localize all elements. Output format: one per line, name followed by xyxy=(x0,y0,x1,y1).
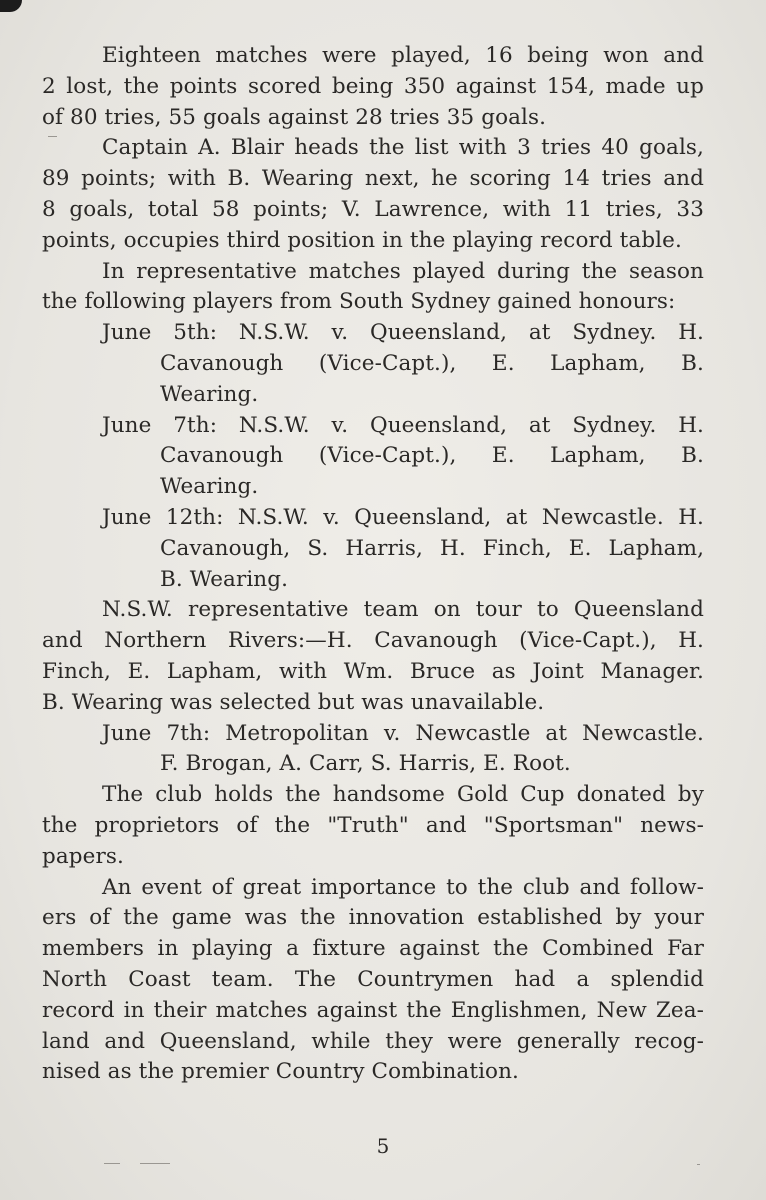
paper-speck xyxy=(48,136,57,137)
text-line: Eighteen matches were played, 16 being won and xyxy=(102,43,704,68)
text-line: members in playing a fixture against the Combined Far xyxy=(42,936,704,962)
text-line: B. Wearing. xyxy=(160,566,289,592)
text-line: An event of great importance to the club and follow- xyxy=(102,874,704,900)
text-line: the following players from South Sydney gained honours: xyxy=(42,289,676,315)
text-line: B. Wearing was selected but was unavailable. xyxy=(42,689,545,715)
body-text xyxy=(42,41,704,1088)
page-number: 5 xyxy=(376,1134,390,1158)
text-line: Wearing. xyxy=(160,474,259,500)
text-line: ers of the game was the innovation established by your xyxy=(42,905,704,931)
text-line: June 12th: N.S.W. v. Queensland, at Newcastle. H. xyxy=(102,504,704,530)
representative-entry-june-12 xyxy=(42,503,704,595)
text-line: June 7th: N.S.W. v. Queensland, at Sydney. H. xyxy=(102,412,704,438)
text-line: F. Brogan, A. Carr, S. Harris, E. Root. xyxy=(160,751,571,777)
paper-speck xyxy=(140,1163,170,1164)
text-line: 8 goals, total 58 points; V. Lawrence, with 11 tries, 33 xyxy=(42,196,704,222)
text-line: North Coast team. The Countrymen had a splendid xyxy=(42,966,704,992)
text-line: N.S.W. representative team on tour to Queensland xyxy=(102,597,704,623)
text-line: 2 lost, the points scored being 350 against 154, made up xyxy=(42,73,704,99)
text-line: Wearing. xyxy=(160,381,259,407)
text-line: papers. xyxy=(42,843,124,869)
text-line: The club holds the handsome Gold Cup donated by xyxy=(102,782,704,808)
text-line: June 5th: N.S.W. v. Queensland, at Sydney. H. xyxy=(102,320,704,346)
paper-speck xyxy=(697,1164,700,1165)
paragraph-gold-cup xyxy=(42,780,704,872)
text-line: and Northern Rivers:—H. Cavanough (Vice-Capt.), H. xyxy=(42,628,704,654)
paragraph-far-north-coast xyxy=(42,873,704,1089)
paragraph-scoring-leaders xyxy=(42,133,704,256)
paragraph-nsw-tour xyxy=(42,595,704,718)
text-line: Finch, E. Lapham, with Wm. Bruce as Joint Manager. xyxy=(42,658,704,684)
text-line: of 80 tries, 55 goals against 28 tries 35 goals. xyxy=(42,104,547,130)
representative-entry-metropolitan xyxy=(42,719,704,781)
text-line: Captain A. Blair heads the list with 3 tries 40 goals, xyxy=(102,135,704,161)
text-line: land and Queensland, while they were generally recog- xyxy=(42,1028,704,1054)
paper-speck xyxy=(104,1163,120,1164)
text-line: the proprietors of the "Truth" and "Sportsman" news- xyxy=(42,812,704,838)
text-line: 89 points; with B. Wearing next, he scoring 14 tries and xyxy=(42,166,704,192)
text-line: nised as the premier Country Combination. xyxy=(42,1059,519,1085)
representative-entry-june-5 xyxy=(42,318,704,410)
text-line: Cavanough (Vice-Capt.), E. Lapham, B. xyxy=(160,350,704,376)
paragraph-representative-intro xyxy=(42,257,704,319)
text-line: In representative matches played during the season xyxy=(102,258,704,284)
representative-entry-june-7 xyxy=(42,411,704,503)
text-line: points, occupies third position in the playing record table. xyxy=(42,227,682,253)
text-line: Cavanough, S. Harris, H. Finch, E. Lapham, xyxy=(160,535,704,561)
paragraph-match-results xyxy=(42,41,704,133)
text-line: record in their matches against the Englishmen, New Zea- xyxy=(42,997,704,1023)
text-line: Cavanough (Vice-Capt.), E. Lapham, B. xyxy=(160,443,704,469)
text-line: June 7th: Metropolitan v. Newcastle at Newcastle. xyxy=(102,720,704,746)
page-corner-mark xyxy=(0,0,22,12)
